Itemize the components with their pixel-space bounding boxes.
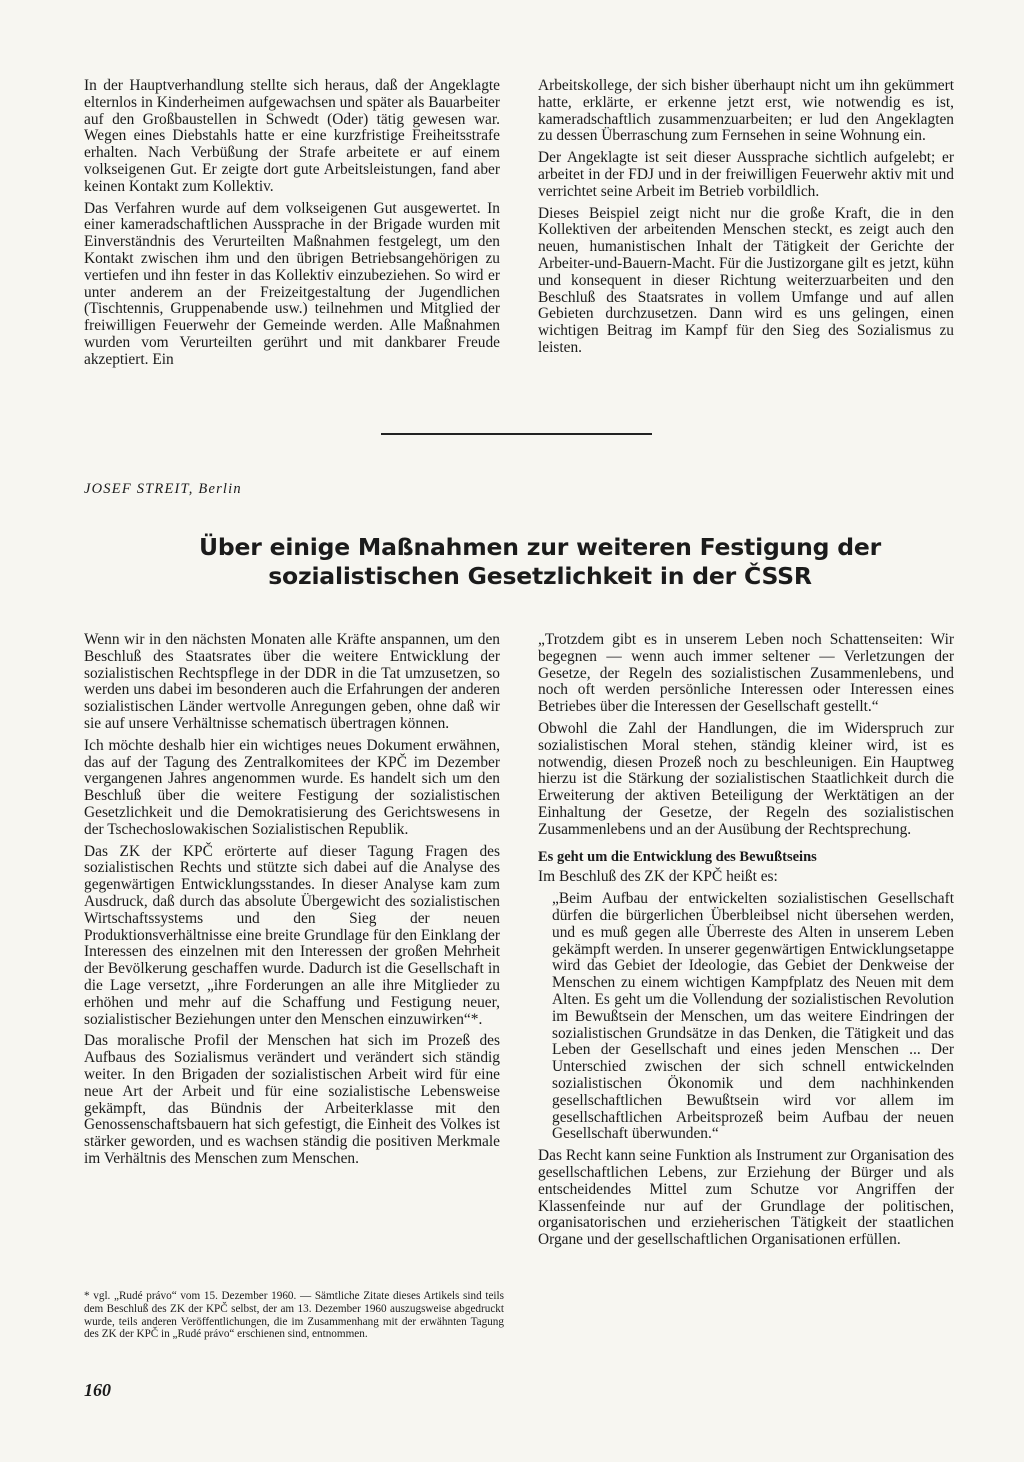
- top-left-column: [84, 78, 500, 374]
- paragraph: Das moralische Profil der Menschen hat sich im Prozeß des Aufbaus des Sozialismus verändert und verändert sich ständig weiter. In den Brigaden der sozialistischen Arbeit wird für eine neue Art der Arbeit und für eine sozialistische Lebensweise gekämpft, das Bündnis der Arbeiterklasse mit den Genossenschaftsbauern hat sich gefestigt, die Einheit des Volkes ist stärker geworden, und es wachsen ständig die positiven Merkmale im Verhältnis des Menschen zum Menschen.: [84, 1032, 500, 1167]
- article-left-column: [84, 632, 500, 1173]
- title-line-1: Über einige Maßnahmen zur weiteren Festigung der: [199, 533, 881, 561]
- paragraph: Wenn wir in den nächsten Monaten alle Kräfte anspannen, um den Beschluß des Staatsrates über die weitere Entwicklung der sozialistischen Rechtspflege in der DDR in die Tat umzusetzen, so werden uns dabei im besonderen auch die Erfahrungen der anderen sozialistischen Länder wertvolle Anregungen geben, ohne daß wir sie auf unsere Verhältnisse schematisch übertragen können.: [84, 631, 500, 732]
- paragraph: Das Verfahren wurde auf dem volkseigenen Gut ausgewertet. In einer kameradschaftlichen Aussprache in der Brigade wurden mit Einverständnis des Verurteilten Maßnahmen festgelegt, um den Kontakt zwischen ihm und den übrigen Betriebsangehörigen zu vertiefen und ihn fester in das Kollektiv einzubeziehen. So wird er unter anderem an der Freizeitgestaltung der Jugendlichen (Tischtennis, Gruppenabende usw.) teilnehmen und Mitglied der freiwilligen Feuerwehr der Gemeinde werden. Alle Maßnahmen wurden vom Verurteilten gerührt und mit dankbarer Freude akzeptiert. Ein: [84, 199, 500, 368]
- top-right-column: [538, 78, 954, 362]
- section-divider: [381, 433, 652, 435]
- section-subheading: Es geht um die Entwicklung des Bewußtseins: [538, 848, 817, 865]
- article-title: [140, 533, 940, 591]
- quote-paragraph: „Trotzdem gibt es in unserem Leben noch Schattenseiten: Wir begegnen — wenn auch immer seltener — Verletzungen der Gesetze, der Regeln des sozialistischen Zusammenlebens, und noch oft werden persönliche Interessen oder Interessen eines Betriebes über die Interessen der Gesellschaft gestellt.“: [538, 631, 954, 716]
- paragraph: Das Recht kann seine Funktion als Instrument zur Organisation des gesellschaftlichen Lebens, zur Erziehung der Bürger und als entscheidendes Mittel zum Schutze vor Angriffen der Klassenfeinde nur auf der Grundlage der politischen, organisatorischen und erzieherischen Tätigkeit der staatlichen Organe und der gesellschaftlichen Organisationen erfüllen.: [538, 1147, 954, 1249]
- paragraph: In der Hauptverhandlung stellte sich heraus, daß der Angeklagte elternlos in Kinderheimen aufgewachsen und später als Bauarbeiter auf den Großbaustellen in Schwedt (Oder) tätig gewesen war. Wegen eines Diebstahls hatte er eine kurzfristige Freiheitsstrafe erhalten. Nach Verbüßung der Strafe arbeitete er auf einem volkseigenen Gut. Er zeigte dort gute Arbeitsleistungen, fand aber keinen Kontakt zum Kollektiv.: [84, 77, 500, 195]
- paragraph: Dieses Beispiel zeigt nicht nur die große Kraft, die in den Kollektiven der arbeitenden Menschen steckt, es zeigt auch den neuen, humanistischen Inhalt der Tätigkeit der Gerichte der Arbeiter-und-Bauern-Macht. Für die Justizorgane gilt es jetzt, kühn und konsequent in dieser Richtung weiterzuarbeiten und den Beschluß des Staatsrates in vollem Umfange und auf allen Gebieten durchzusetzen. Dann wird es uns gelingen, einen wichtigen Beitrag im Kampf für den Sieg des Sozialismus zu leisten.: [538, 204, 954, 356]
- article-right-column: [538, 632, 954, 1254]
- page-number: 160: [84, 1380, 111, 1400]
- block-quote: „Beim Aufbau der entwickelten sozialistischen Gesellschaft dürfen die bürgerlichen Überbleibsel nicht übersehen werden, und es muß gegen alle Überreste des Alten in unserem Leben gekämpft werden. In unserer gegenwärtigen Entwicklungsetappe wird das Gebiet der Ideologie, das Gebiet der Denkweise der Menschen zu einem wichtigen Kampfplatz des Neuen mit dem Alten. Es geht um die Vollendung der sozialistischen Revolution im Bewußtsein der Menschen, um das weitere Eindringen der sozialistischen Grundsätze in das Denken, die Tätigkeit und das Leben der Gesellschaft und eines jeden Menschen ... Der Unterschied zwischen der sich schnell entwickelnden sozialistischen Ökonomik und dem nachhinkenden gesellschaftlichen Bewußtsein wird vor allem im gesellschaftlichen Arbeitsprozeß beim Aufbau der neuen Gesellschaft überwunden.“: [552, 890, 954, 1143]
- paragraph: Ich möchte deshalb hier ein wichtiges neues Dokument erwähnen, das auf der Tagung des Zentralkomitees der KPČ im Dezember vergangenen Jahres angenommen wurde. Es handelt sich um den Beschluß über die weitere Festigung der sozialistischen Gesetzlichkeit und die Demokratisierung des Gerichtswesens in der Tschechoslowakischen Sozialistischen Republik.: [84, 736, 500, 838]
- author-byline: JOSEF STREIT, Berlin: [84, 481, 242, 497]
- quote-intro: Im Beschluß des ZK der KPČ heißt es:: [538, 868, 778, 886]
- paragraph: Das ZK der KPČ erörterte auf dieser Tagung Fragen des sozialistischen Rechts und stützte sich dabei auf die Analyse des gegenwärtigen Entwicklungsstandes. In dieser Analyse kam zum Ausdruck, daß durch das absolute Übergewicht des sozialistischen Wirtschaftssystems und den Sieg der neuen Produktionsverhältnisse eine breite Grundlage für den Einklang der Interessen des einzelnen mit den Interessen der großen Mehrheit der Bevölkerung geschaffen wurde. Dadurch ist die Gesellschaft in die Lage versetzt, „ihre Forderungen an alle ihre Mitglieder zu erhöhen und mehr auf die Schaffung und Festigung neuer, sozialistischer Beziehungen unter den Menschen einzuwirken“*.: [84, 842, 500, 1028]
- title-line-2: sozialistischen Gesetzlichkeit in der ČSSR: [268, 562, 812, 590]
- paragraph: Arbeitskollege, der sich bisher überhaupt nicht um ihn gekümmert hatte, erklärte, er erkenne jetzt erst, wie notwendig es ist, kameradschaftlich zusammenzuarbeiten; er lud den Angeklagten zu dessen Überraschung zum Fernsehen in seine Wohnung ein.: [538, 77, 954, 145]
- paragraph: Der Angeklagte ist seit dieser Aussprache sichtlich aufgelebt; er arbeitet in der FDJ und in der freiwilligen Feuerwehr aktiv mit und verrichtet seine Arbeit im Betrieb vorbildlich.: [538, 149, 954, 200]
- paragraph: Obwohl die Zahl der Handlungen, die im Widerspruch zur sozialistischen Moral stehen, ständig kleiner wird, ist es notwendig, diesen Prozeß noch zu beschleunigen. Ein Hauptweg hierzu ist die Stärkung der sozialistischen Staatlichkeit durch die Erweiterung der aktiven Beteiligung der Werktätigen an der Einhaltung der Gesetze, der Regeln des sozialistischen Zusammenlebens und an der Ausübung der Rechtsprechung.: [538, 719, 954, 838]
- footnote: * vgl. „Rudé právo“ vom 15. Dezember 1960. — Sämtliche Zitate dieses Artikels sind teils dem Beschluß des ZK der KPČ selbst, der am 13. Dezember 1960 auszugsweise abgedruckt wurde, teils anderen Veröffentlichungen, die im Zusammenhang mit der erwähnten Tagung des ZK der KPČ in „Rudé právo“ erschienen sind, entnommen.: [84, 1290, 504, 1341]
